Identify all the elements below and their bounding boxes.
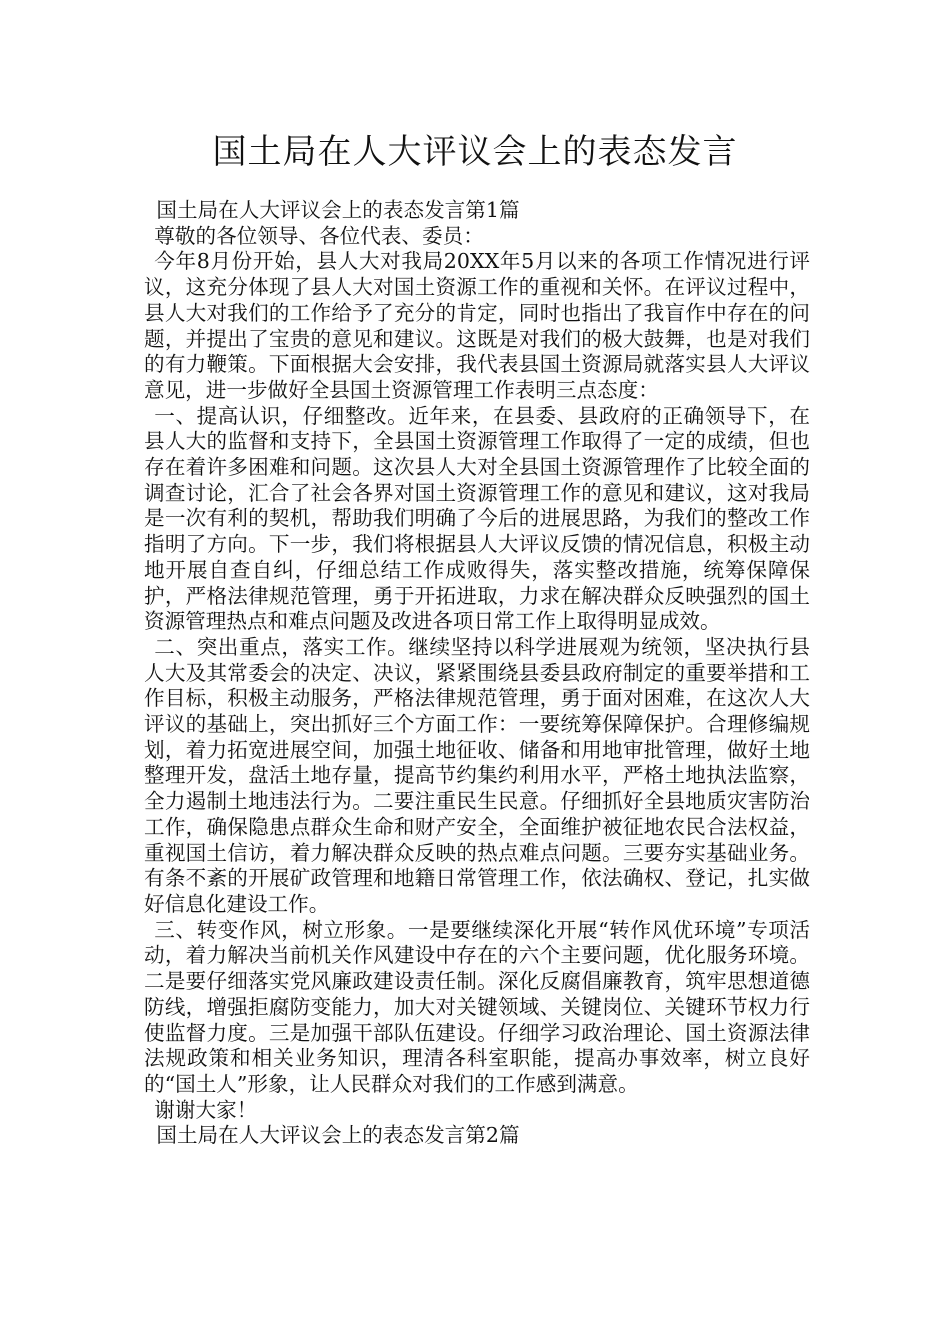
document-title: 国土局在人大评议会上的表态发言 xyxy=(212,132,738,172)
section-2-heading: 国土局在人大评议会上的表态发言第2篇 xyxy=(156,1123,520,1148)
paragraph-point-3: 三、转变作风，树立形象。一是要继续深化开展“转作风优环境”专项活动，着力解决当前机关作风建设中存在的六个主要问题，优化服务环境。二是要仔细落实党风廉政建设责任制。深化反腐倡廉教育，筑牢思想道德防线，增强拒腐防变能力，加大对关键领域、关键岗位、关键环节权力行使监督力度。三是加强干部队伍建设。仔细学习政治理论、国土资源法律法规政策和相关业务知识，理清各科室职能，提高办事效率，树立良好的“国土人”形象，让人民群众对我们的工作感到满意。 xyxy=(144,917,810,1096)
paragraph-intro: 今年8月份开始，县人大对我局20XX年5月以来的各项工作情况进行评议，这充分体现了县人大对国土资源工作的重视和关怀。在评议过程中，县人大对我们的工作给予了充分的肯定，同时也指出了我盲作中存在的问题，并提出了宝贵的意见和建议。这既是对我们的极大鼓舞，也是对我们的有力鞭策。下面根据大会安排，我代表县国土资源局就落实县人大评议意见，进一步做好全县国土资源管理工作表明三点态度： xyxy=(144,249,810,402)
section-1-heading: 国土局在人大评议会上的表态发言第1篇 xyxy=(156,198,520,222)
salutation: 尊敬的各位领导、各位代表、委员： xyxy=(154,223,484,248)
paragraph-point-2: 二、突出重点，落实工作。继续坚持以科学进展观为统领，坚决执行县人大及其常委会的决定、决议，紧紧围绕县委县政府制定的重要举措和工作目标，积极主动服务，严格法律规范管理，勇于面对困难，在这次人大评议的基础上，突出抓好三个方面工作：一要统筹保障保护。合理修编规划，着力拓宽进展空间，加强土地征收、储备和用地审批管理，做好土地整理开发，盘活土地存量，提高节约集约利用水平，严格土地执法监察，全力遏制土地违法行为。二要注重民生民意。仔细抓好全县地质灾害防治工作，确保隐患点群众生命和财产安全，全面维护被征地农民合法权益，重视国土信访，着力解决群众反映的热点难点问题。三要夯实基础业务。有条不紊的开展矿政管理和地籍日常管理工作，依法确权、登记，扎实做好信息化建设工作。 xyxy=(144,634,810,916)
closing-thanks: 谢谢大家！ xyxy=(154,1097,258,1122)
document-body xyxy=(144,198,810,1149)
paragraph-point-1: 一、提高认识，仔细整改。近年来，在县委、县政府的正确领导下，在县人大的监督和支持下，全县国土资源管理工作取得了一定的成绩，但也存在着许多困难和问题。这次县人大对全县国土资源管理作了比较全面的调查讨论，汇合了社会各界对国土资源管理工作的意见和建议，这对我局是一次有利的契机，帮助我们明确了今后的进展思路，为我们的整改工作指明了方向。下一步，我们将根据县人大评议反馈的情况信息，积极主动地开展自查自纠，仔细总结工作成败得失，落实整改措施，统筹保障保护，严格法律规范管理，勇于开拓进取，力求在解决群众反映强烈的国土资源管理热点和难点问题及改进各项日常工作上取得明显成效。 xyxy=(144,403,810,634)
